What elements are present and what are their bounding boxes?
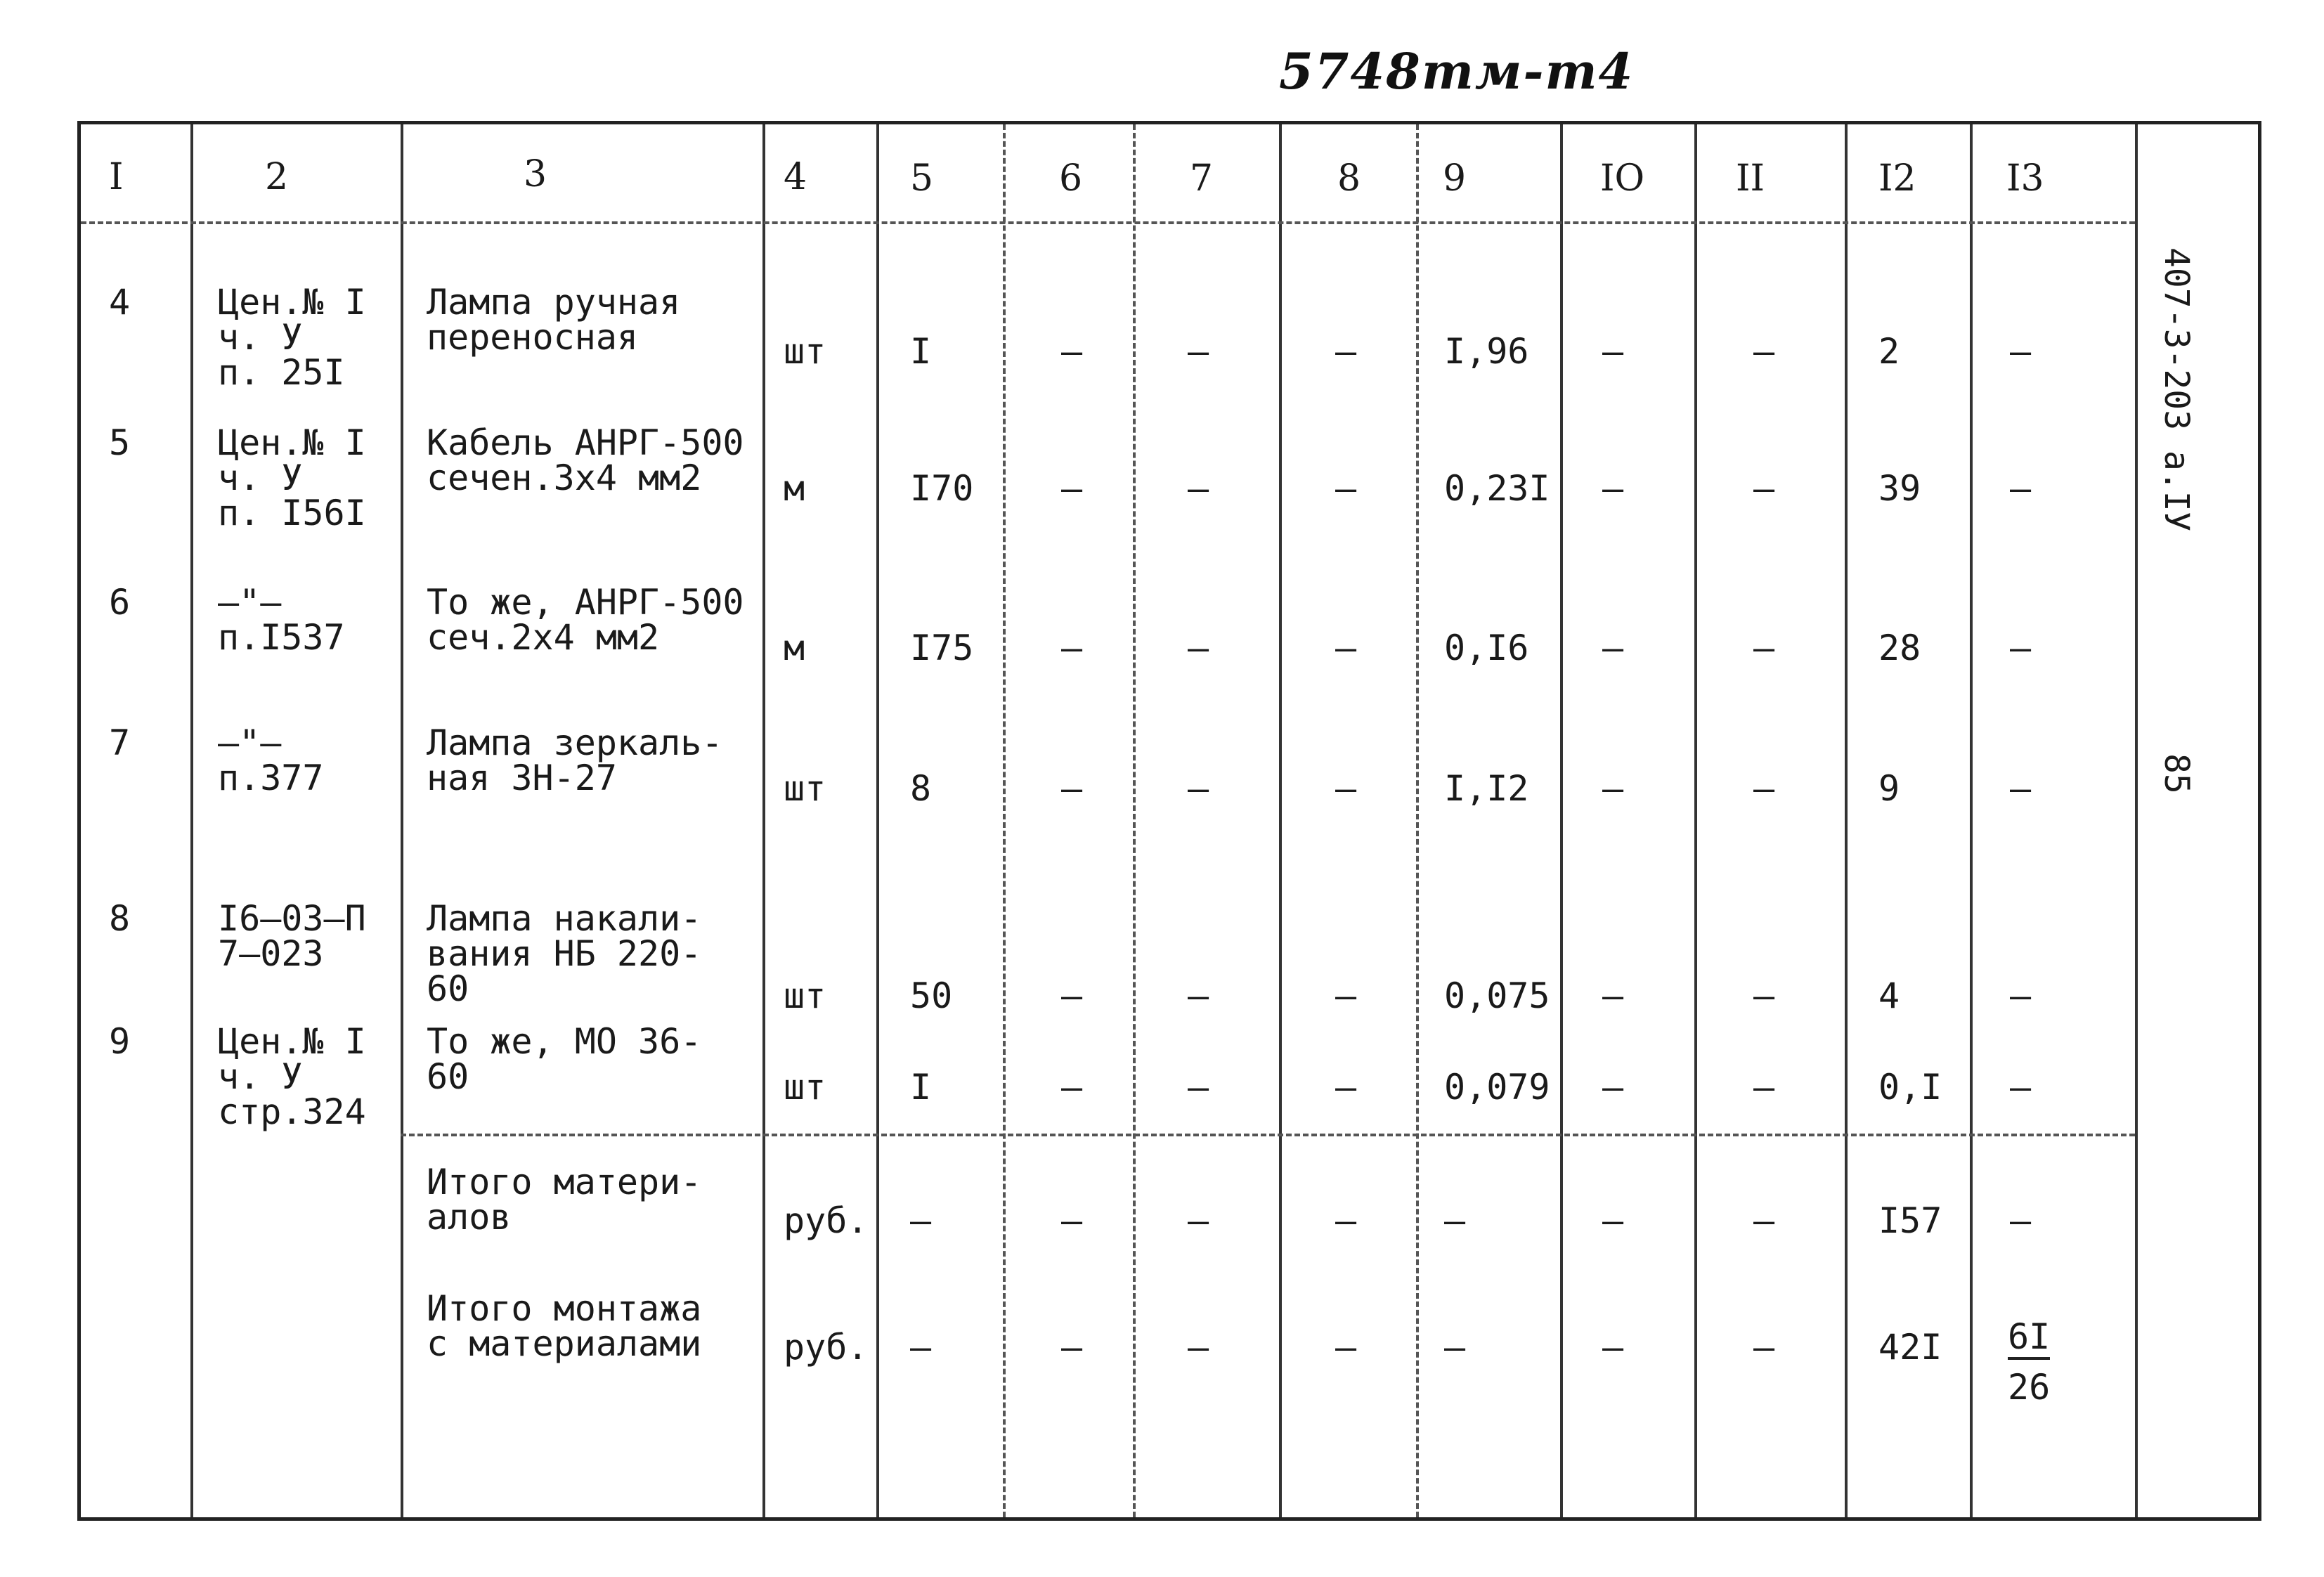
row-item-name: То же, АНРГ-500 сеч.2х4 мм2: [427, 582, 744, 658]
row-reference: I6–03–П 7–023: [218, 898, 366, 974]
row-col-6: –: [1061, 1067, 1083, 1108]
row-col-7: –: [1188, 628, 1209, 668]
row-col-5: 8: [910, 768, 932, 809]
row-unit: м: [784, 468, 805, 509]
total-unit: руб.: [784, 1200, 869, 1241]
row-number: 9: [109, 1021, 131, 1062]
row-col-10: –: [1602, 1067, 1624, 1108]
row-number: 7: [109, 722, 131, 763]
header-col-4: 4: [784, 156, 807, 198]
total-unit: руб.: [784, 1327, 869, 1368]
row-col-8: –: [1335, 331, 1357, 372]
row-col-11: –: [1753, 331, 1775, 372]
row-col-9: 0,079: [1444, 1067, 1550, 1108]
fraction-denominator: 26: [2008, 1367, 2051, 1408]
total-c10: –: [1602, 1327, 1624, 1368]
estimate-table: [77, 121, 2261, 1521]
row-col-8: –: [1335, 1067, 1357, 1108]
total-c7: –: [1188, 1327, 1209, 1368]
total-c5: –: [910, 1200, 932, 1241]
header-col-10: IO: [1600, 157, 1645, 200]
document-code-handwritten: 5748тм-т4: [1279, 42, 1635, 100]
row-col-7: –: [1188, 331, 1209, 372]
side-project-code: 407-3-203 а.IУ: [2157, 247, 2196, 532]
row-col-13: –: [2010, 468, 2032, 509]
total-c6: –: [1061, 1200, 1083, 1241]
column-divider: [1845, 124, 1848, 1517]
side-page-number: 85: [2157, 753, 2196, 794]
row-col-11: –: [1753, 628, 1775, 668]
row-col-8: –: [1335, 768, 1357, 809]
column-divider: [2135, 124, 2138, 1517]
header-col-9: 9: [1443, 157, 1467, 200]
row-number: 8: [109, 898, 131, 939]
row-col-8: –: [1335, 628, 1357, 668]
row-col-6: –: [1061, 768, 1083, 809]
total-c11: –: [1753, 1327, 1775, 1368]
row-col-8: –: [1335, 975, 1357, 1016]
row-col-6: –: [1061, 468, 1083, 509]
row-col-13: –: [2010, 331, 2032, 372]
row-col-11: –: [1753, 975, 1775, 1016]
header-col-5: 5: [910, 157, 934, 200]
row-reference: Цен.№ I ч. У стр.324: [218, 1021, 366, 1132]
row-col-6: –: [1061, 628, 1083, 668]
total-c6: –: [1061, 1327, 1083, 1368]
row-col-12: 0,I: [1878, 1067, 1942, 1108]
row-col-10: –: [1602, 628, 1624, 668]
header-separator: [81, 221, 2135, 224]
header-col-7: 7: [1190, 157, 1214, 200]
row-col-11: –: [1753, 468, 1775, 509]
header-col-12: I2: [1878, 157, 1916, 200]
row-unit: шт: [784, 768, 826, 809]
total-c12: I57: [1878, 1200, 1942, 1241]
column-divider: [1694, 124, 1697, 1517]
row-col-6: –: [1061, 975, 1083, 1016]
total-label: Итого монтажа с материалами: [427, 1288, 702, 1364]
row-col-13: –: [2010, 768, 2032, 809]
column-divider: [1279, 124, 1282, 1517]
row-number: 5: [109, 422, 131, 463]
column-divider: [876, 124, 879, 1517]
total-c8: –: [1335, 1327, 1357, 1368]
header-col-1: I: [109, 156, 124, 198]
row-col-11: –: [1753, 1067, 1775, 1108]
row-col-12: 9: [1878, 768, 1900, 809]
row-item-name: Кабель АНРГ-500 сечен.3х4 мм2: [427, 422, 744, 498]
row-col-12: 39: [1878, 468, 1921, 509]
row-col-10: –: [1602, 975, 1624, 1016]
total-c8: –: [1335, 1200, 1357, 1241]
row-col-12: 2: [1878, 331, 1900, 372]
row-col-9: I,I2: [1444, 768, 1529, 809]
header-col-13: I3: [2006, 157, 2044, 200]
row-col-13: –: [2010, 1067, 2032, 1108]
row-col-5: I70: [910, 468, 974, 509]
row-col-13: –: [2010, 628, 2032, 668]
row-item-name: То же, МО 36- 60: [427, 1021, 702, 1097]
header-col-6: 6: [1059, 157, 1083, 200]
total-c5: –: [910, 1327, 932, 1368]
row-col-9: 0,075: [1444, 975, 1550, 1016]
row-number: 4: [109, 282, 131, 323]
row-col-13: –: [2010, 975, 2032, 1016]
row-col-5: 50: [910, 975, 953, 1016]
column-divider: [762, 124, 765, 1517]
row-col-9: 0,I6: [1444, 628, 1529, 668]
fraction-numerator: 6I: [2008, 1319, 2050, 1360]
total-fraction: [2008, 1316, 2051, 1408]
row-item-name: Лампа зеркаль- ная ЗН-27: [427, 722, 723, 798]
column-divider: [1416, 124, 1419, 1517]
row-unit: шт: [784, 975, 826, 1016]
row-col-7: –: [1188, 768, 1209, 809]
row-col-9: I,96: [1444, 331, 1529, 372]
total-c9: –: [1444, 1327, 1466, 1368]
row-item-name: Лампа накали- вания НБ 220- 60: [427, 898, 702, 1009]
column-divider: [1003, 124, 1006, 1517]
row-col-5: I75: [910, 628, 974, 668]
row-col-5: I: [910, 331, 932, 372]
row-col-11: –: [1753, 768, 1775, 809]
column-divider: [190, 124, 193, 1517]
row-col-8: –: [1335, 468, 1357, 509]
row-col-9: 0,23I: [1444, 468, 1550, 509]
row-reference: Цен.№ I ч. У п. I56I: [218, 422, 366, 533]
column-divider: [1133, 124, 1136, 1517]
row-col-10: –: [1602, 331, 1624, 372]
total-c9: –: [1444, 1200, 1466, 1241]
header-col-8: 8: [1337, 157, 1361, 200]
column-divider: [1970, 124, 1973, 1517]
row-number: 6: [109, 582, 131, 623]
total-label: Итого матери- алов: [427, 1162, 702, 1238]
header-col-11: II: [1736, 157, 1765, 200]
row-col-10: –: [1602, 768, 1624, 809]
total-c13: –: [2010, 1200, 2032, 1241]
row-col-6: –: [1061, 331, 1083, 372]
total-c12: 42I: [1878, 1327, 1942, 1368]
total-c11: –: [1753, 1200, 1775, 1241]
row-col-7: –: [1188, 975, 1209, 1016]
totals-separator: [401, 1134, 2135, 1136]
row-col-10: –: [1602, 468, 1624, 509]
row-col-5: I: [910, 1067, 932, 1108]
column-divider: [1560, 124, 1563, 1517]
total-c7: –: [1188, 1200, 1209, 1241]
total-c10: –: [1602, 1200, 1624, 1241]
header-col-2: 2: [265, 156, 289, 198]
row-reference: –"– п.I537: [218, 582, 345, 658]
row-col-7: –: [1188, 1067, 1209, 1108]
row-item-name: Лампа ручная переносная: [427, 282, 681, 358]
row-unit: м: [784, 628, 805, 668]
row-reference: Цен.№ I ч. У п. 25I: [218, 282, 366, 393]
row-reference: –"– п.377: [218, 722, 324, 798]
row-col-12: 28: [1878, 628, 1921, 668]
row-unit: шт: [784, 331, 826, 372]
row-col-7: –: [1188, 468, 1209, 509]
row-col-12: 4: [1878, 975, 1900, 1016]
row-unit: шт: [784, 1067, 826, 1108]
column-divider: [401, 124, 403, 1517]
header-col-3: 3: [524, 153, 547, 195]
